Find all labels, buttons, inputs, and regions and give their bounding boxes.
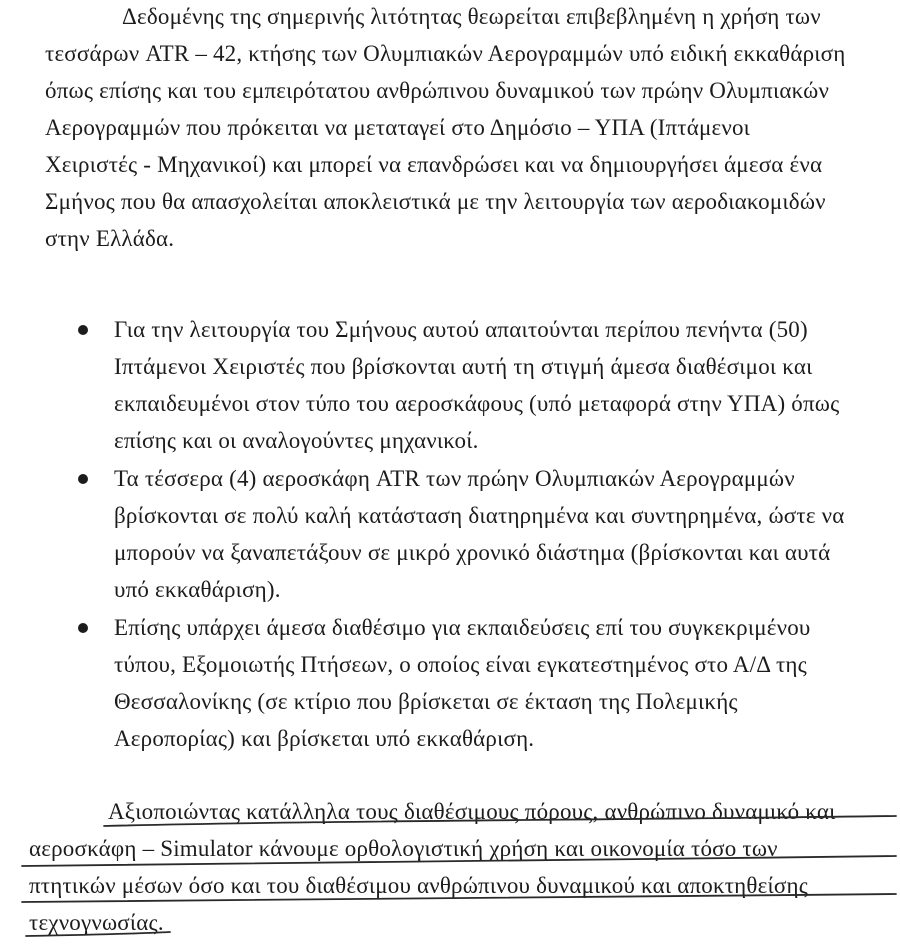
text-line: Θεσσαλονίκης (σε κτίριο που βρίσκεται σε έκταση της Πολεμικής xyxy=(114,689,738,714)
text-line: Σμήνος που θα απασχολείται αποκλειστικά με την λειτουργία των αεροδιακομιδών xyxy=(45,189,826,214)
text-line: Ιπτάμενοι Χειριστές που βρίσκονται αυτή τη στιγμή άμεσα διαθέσιμοι και xyxy=(114,354,813,379)
text-line: Επίσης υπάρχει άμεσα διαθέσιμο για εκπαιδεύσεις επί του συγκεκριμένου xyxy=(114,615,811,640)
text-line: βρίσκονται σε πολύ καλή κατάσταση διατηρημένα και συντηρημένα, ώστε να xyxy=(114,503,845,528)
bullet-dot-icon xyxy=(78,474,88,484)
text-line: Τα τέσσερα (4) αεροσκάφη ATR των πρώην Ολυμπιακών Αερογραμμών xyxy=(114,466,795,491)
text-line: τύπου, Εξομοιωτής Πτήσεων, ο οποίος είναι εγκατεστημένος στο Α/Δ της xyxy=(114,652,807,677)
text-line: Για την λειτουργία του Σμήνους αυτού απαιτούνται περίπου πενήντα (50) xyxy=(114,317,808,342)
text-line: εκπαιδευμένοι στον τύπο του αεροσκάφους (υπό μεταφορά στην ΥΠΑ) όπως xyxy=(114,391,840,416)
text-line: Αεροπορίας) και βρίσκεται υπό εκκαθάριση. xyxy=(114,726,535,751)
text-line: επίσης και οι αναλογούντες μηχανικοί. xyxy=(114,428,479,453)
text-line: τεχνογνωσίας. xyxy=(29,910,164,935)
text-line: πτητικών μέσων όσο και του διαθέσιμου ανθρώπινου δυναμικού και αποκτηθείσης xyxy=(29,873,809,898)
bullet-dot-icon xyxy=(78,325,88,335)
text-line: Αξιοποιώντας κατάλληλα τους διαθέσιμους πόρους, ανθρώπινο δυναμικό και xyxy=(108,799,836,824)
text-line: στην Ελλάδα. xyxy=(45,226,175,251)
text-line: όπως επίσης και του εμπειρότατου ανθρώπινου δυναμικού των πρώην Ολυμπιακών xyxy=(45,78,830,103)
text-line: αεροσκάφη – Simulator κάνουμε ορθολογιστική χρήση και οικονομία τόσο των xyxy=(29,836,778,861)
text-line: Δεδομένης της σημερινής λιτότητας θεωρείται επιβεβλημένη η χρήση των xyxy=(122,4,821,29)
text-line: Χειριστές - Μηχανικοί) και μπορεί να επανδρώσει και να δημιουργήσει άμεσα ένα xyxy=(45,152,823,177)
bullet-dot-icon xyxy=(78,623,88,633)
text-line: Αερογραμμών που πρόκειται να μεταταγεί στο Δημόσιο – ΥΠΑ (Ιπτάμενοι xyxy=(45,115,751,140)
text-line: υπό εκκαθάριση). xyxy=(114,577,281,602)
text-line: τεσσάρων ATR – 42, κτήσης των Ολυμπιακών Αερογραμμών υπό ειδική εκκαθάριση xyxy=(45,41,846,66)
text-line: μπορούν να ξαναπετάξουν σε μικρό χρονικό διάστημα (βρίσκονται και αυτά xyxy=(114,540,831,565)
